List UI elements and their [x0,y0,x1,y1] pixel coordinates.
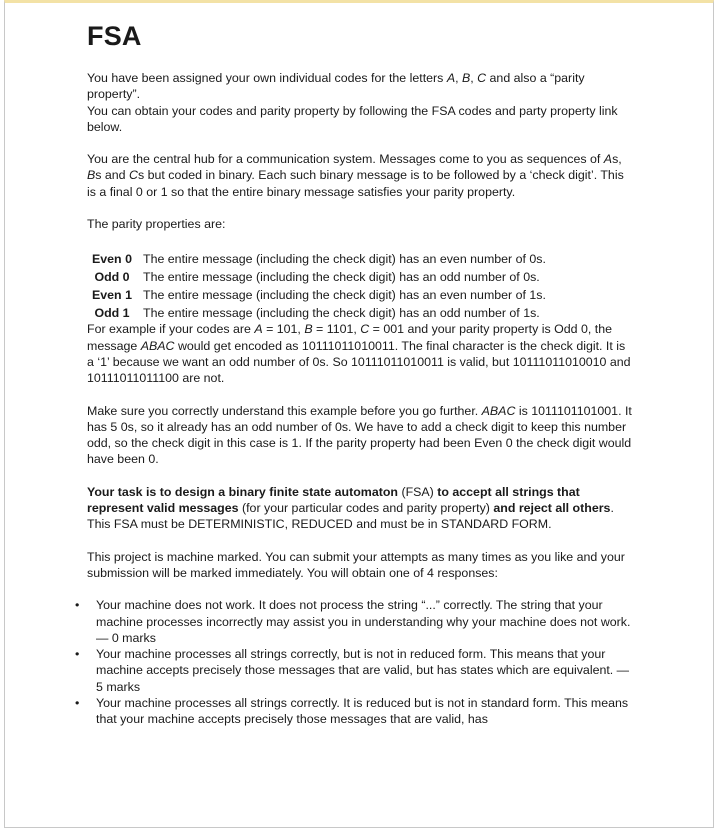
example-message: ABAC [140,338,175,353]
parity-key: Even 1 [92,288,132,303]
task-paragraph [87,484,632,533]
parity-table [87,250,546,322]
example-text-2: = 101, [266,322,301,337]
document-body [75,20,632,728]
makesure-text-1: Make sure you correctly understand this example before you go further. [87,403,479,418]
parity-description: The entire message (including the check digit) has an even number of 0s. [143,252,546,267]
makesure-paragraph [87,403,632,468]
task-requirement: This FSA must be DETERMINISTIC, REDUCED and must be in STANDARD FORM. [87,517,552,532]
list-item [75,646,632,695]
hub-letter-b: B [87,168,96,183]
bullet-icon: • [75,696,80,711]
intro-paragraph: You have been assigned your own individual codes for the letters A, B, C and also a “parity property”. You can obtain your codes and parity property by following the FSA codes and party property link below. [87,71,618,134]
response-text: Your machine processes all strings correctly, but is not in reduced form. This means that your machine accepts precisely those messages that are valid, but has states which are equivalent. — 5 marks [96,647,630,694]
hub-text-2: s, [612,152,622,167]
task-text-2: (for your particular codes and parity property) [241,501,490,516]
makesure-message: ABAC [481,403,516,418]
example-letter-a: A [254,322,263,337]
example-text-5: would get encoded as 10111011010011. The final character is the check digit. It is a ‘1’ because we want an odd number of 0s. So 10111011010011 is valid, but 10111011010010 and 10111011011100 are not. [87,338,631,386]
bullet-icon: • [75,598,80,613]
list-item [75,597,632,646]
example-letter-c: C [360,322,370,337]
parity-intro: The parity properties are: [87,217,226,232]
hub-text-1: You are the central hub for a communication system. Messages come to you as sequences of [87,152,601,167]
intro-text-2: and also a “parity property”. [87,71,585,102]
parity-row [87,304,546,322]
letter-b: B [461,71,471,85]
parity-key: Even 0 [92,252,132,267]
example-text-3: = 1101, [316,322,357,337]
marking-paragraph: This project is machine marked. You can submit your attempts as many times as you like and your submission will be marked immediately. You will obtain one of 4 responses: [87,549,625,580]
task-bold-2: to accept all strings that represent valid messages [87,484,580,516]
task-text-3: . [610,501,614,516]
example-text-1: For example if your codes are [87,322,251,337]
parity-key: Odd 0 [94,270,130,285]
responses-list [75,597,632,727]
parity-row [87,250,546,268]
hub-letter-c: C [129,168,138,183]
list-item [75,695,632,728]
parity-description: The entire message (including the check digit) has an odd number of 0s. [143,270,540,285]
example-letter-b: B [304,322,313,337]
example-paragraph [87,321,632,386]
intro-text-1: You have been assigned your own individual codes for the letters [87,71,444,85]
task-bold-3: and reject all others [493,501,611,516]
makesure-text-2: is 1011101101001. It has 5 0s, so it already has an odd number of 0s. We have to add a check digit to keep this number odd, so the check digit in this case is 1. If the parity property had been Even 0 the check digit would have been 0. [87,403,632,467]
parity-key: Odd 1 [94,306,130,321]
bullet-icon: • [75,647,80,662]
parity-row [87,286,546,304]
hub-letter-a: A [603,152,613,167]
hub-paragraph [87,151,632,200]
letter-a: A [446,71,456,85]
parity-description: The entire message (including the check digit) has an odd number of 1s. [143,306,540,321]
response-text: Your machine processes all strings correctly. It is reduced but is not in standard form. This means that your machine accepts precisely those messages that are valid, has [96,696,629,727]
intro-text-3: You can obtain your codes and parity property by following the FSA codes and party property link below. [87,103,618,134]
hub-text-4: s but coded in binary. Each such binary message is to be followed by a ‘check digit’. This is a final 0 or 1 so that the entire binary message satisfies your parity property. [87,168,624,199]
parity-description: The entire message (including the check digit) has an even number of 1s. [143,288,546,303]
response-text: Your machine does not work. It does not process the string “...” correctly. The string that your machine processes incorrectly may assist you in understanding why your machine does not work. — 0 marks [96,598,631,645]
task-text-1: (FSA) [401,484,434,499]
task-bold-1: Your task is to design a binary finite state automaton [87,484,398,499]
parity-row [87,268,546,286]
example-text-4: = 001 and your parity property is Odd 0, the message [87,322,613,353]
hub-text-3: s and [95,168,126,183]
page-title: FSA [87,21,142,51]
letter-c: C [477,71,487,85]
